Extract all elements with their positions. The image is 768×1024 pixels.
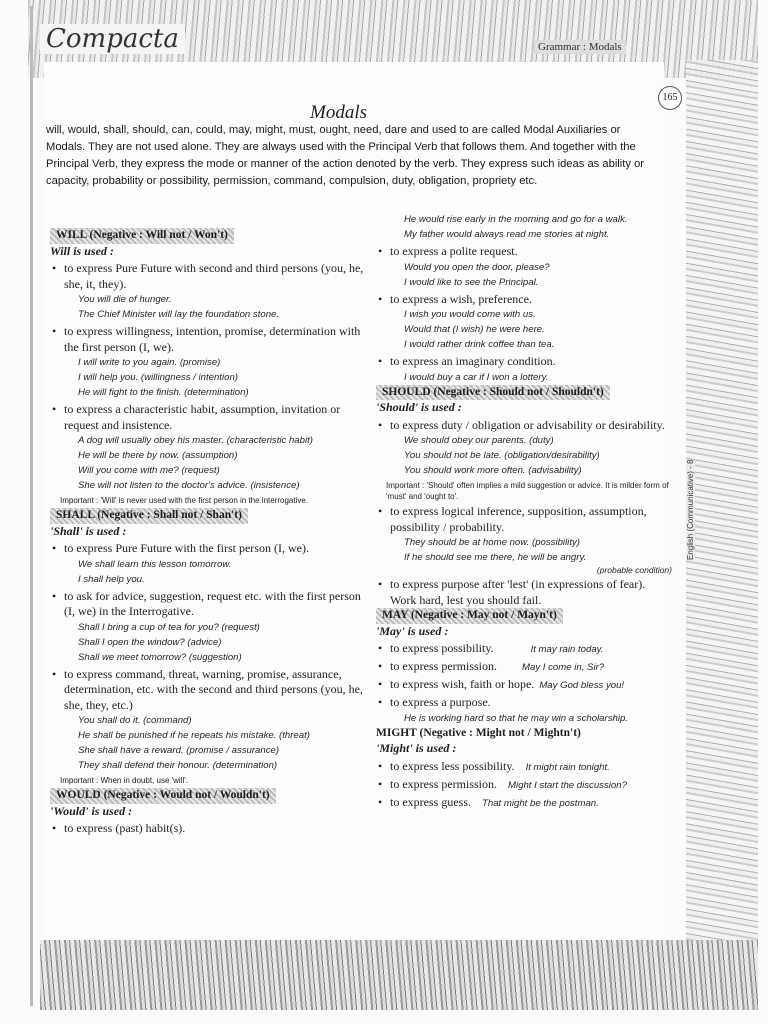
will-example-3: I will write to you again. (promise) <box>78 357 221 368</box>
page-number: 165 <box>658 86 682 110</box>
would-example-3: Would you open the door, please? <box>404 261 550 273</box>
may-use-2-example: May I come in, Sir? <box>522 662 605 673</box>
would-heading: WOULD (Negative : Would not / Wouldn't) <box>50 788 276 804</box>
will-example-6: A dog will usually obey his master. (characteristic habit) <box>78 435 313 446</box>
would-use-1: • to express (past) habit(s). <box>50 821 368 837</box>
may-use-3-text: to express wish, faith or hope. <box>390 677 535 691</box>
might-heading: MIGHT (Negative : Might not / Mightn't) <box>376 726 581 739</box>
will-note: Important : 'Will' is never used with the first person in the interrogative. <box>60 496 309 505</box>
shall-example-2: I shall help you. <box>78 573 145 585</box>
shall-example-7: He shall be punished if he repeats his mistake. (threat) <box>78 730 310 741</box>
might-use-3 <box>376 795 672 811</box>
would-example-1: He would rise early in the morning and go for a walk. <box>404 214 628 225</box>
may-use-1 <box>376 641 672 657</box>
shall-use-1: • to express Pure Future with the first person (I, we). <box>50 541 368 557</box>
shall-note: Important : When in doubt, use 'will'. <box>60 776 189 785</box>
shall-use-3: • to express command, threat, warning, promise, assurance, determination, etc. with the second and third persons (you, he, she, they, etc.) <box>50 667 368 714</box>
should-example-3: You should work more often. (advisability) <box>404 465 582 476</box>
may-use-4: • to express a purpose. <box>376 695 672 711</box>
will-example-5: He will fight to the finish. (determination) <box>78 387 249 398</box>
might-use-2-text: to express permission. <box>390 776 497 791</box>
may-example-4: He is working hard so that he may win a scholarship. <box>404 712 628 724</box>
might-use-1 <box>376 759 672 775</box>
should-note: Important : 'Should' often implies a mild suggestion or advice. It is milder form of 'must' and 'ought to'. <box>386 481 669 501</box>
shall-example-1: We shall learn this lesson tomorrow. <box>78 558 232 570</box>
should-example-5: If he should see me there, he will be angry. <box>404 552 587 563</box>
will-example-1: You will die of hunger. <box>78 294 172 305</box>
section-tag: Grammar : Modals <box>534 40 626 54</box>
would-used-label: 'Would' is used : <box>50 803 133 818</box>
left-column <box>50 228 368 837</box>
shall-heading: SHALL (Negative : Shall not / Shan't) <box>50 508 248 524</box>
would-example-5: I wish you would come with us. <box>404 309 536 320</box>
would-example-4: I would like to see the Principal. <box>404 276 539 288</box>
would-example-2: My father would always read me stories at night. <box>404 229 610 240</box>
will-use-2: • to express willingness, intention, promise, determination with the first person (I, we). <box>50 324 368 355</box>
may-heading: MAY (Negative : May not / Mayn't) <box>376 608 563 624</box>
publisher-logo: Compacta <box>40 24 185 54</box>
may-use-1-text: to express possibility. <box>390 641 494 655</box>
might-use-1-text: to express less possibility. <box>390 758 515 773</box>
may-used-label: 'May' is used : <box>376 623 449 638</box>
will-use-3: • to express a characteristic habit, assumption, invitation or request and insistence. <box>50 402 368 433</box>
might-use-1-example: It might rain tonight. <box>525 761 610 773</box>
might-use-3-text: to express guess. <box>390 794 471 809</box>
scan-noise-bottom <box>40 940 758 1010</box>
may-use-2 <box>376 659 672 675</box>
would-use-4: • to express an imaginary condition. <box>376 354 672 370</box>
should-use-1: • to express duty / obligation or advisability or desirability. <box>376 418 672 434</box>
would-example-7: I would rather drink coffee than tea. <box>404 339 555 350</box>
will-example-2: The Chief Minister will lay the foundation stone. <box>78 309 280 320</box>
should-example-1: We should obey our parents. (duty) <box>404 435 554 446</box>
will-example-9: She will not listen to the doctor's advice. (insistence) <box>78 480 300 491</box>
shall-example-6: You shall do it. (command) <box>78 715 192 726</box>
will-example-4: I will help you. (willingness / intention) <box>78 372 238 383</box>
may-use-3-example: May God bless you! <box>539 680 625 691</box>
will-used-label: Will is used : <box>50 243 114 258</box>
right-column <box>376 212 672 811</box>
shall-example-9: They shall defend their honour. (determination) <box>78 760 278 771</box>
page-edge <box>30 6 33 1006</box>
shall-example-4: Shall I open the window? (advice) <box>78 636 222 648</box>
will-heading: WILL (Negative : Will not / Won't) <box>50 228 234 244</box>
should-example-2: You should not be late. (obligation/desirability) <box>404 450 600 461</box>
should-example-5-tag: (probable condition) <box>596 565 672 575</box>
scan-noise-right <box>686 60 758 940</box>
will-use-1: • to express Pure Future with second and third persons (you, he, she, it, they). <box>50 261 368 292</box>
intro-paragraph: will, would, shall, should, can, could, may, might, must, ought, need, dare and used to are called Modal Auxiliaries or Modals. They are not used alone. They are always used with the Principal Verb that follows them. And together with the Principal Verb, they express the mode or manner of the action denoted by the verb. They express such ideas as ability or capacity, probability or possibility, permission, command, compulsion, duty, obligation, propriety etc. <box>46 124 645 187</box>
book-side-label: English (Communicative) - 8 <box>686 459 695 560</box>
shall-used-label: 'Shall' is used : <box>50 523 127 538</box>
should-heading: SHOULD (Negative : Should not / Shouldn't) <box>376 385 610 401</box>
shall-use-2: • to ask for advice, suggestion, request etc. with the first person (I, we) in the Interrogative. <box>50 589 368 620</box>
may-use-3 <box>376 677 672 693</box>
will-example-8: Will you come with me? (request) <box>78 465 220 476</box>
shall-example-8: She shall have a reward. (promise / assurance) <box>78 745 280 756</box>
should-use-2: • to express logical inference, supposition, assumption, possibility / probability. <box>376 504 672 535</box>
may-use-1-example: It may rain today. <box>530 644 604 655</box>
may-use-2-text: to express permission. <box>390 659 497 673</box>
would-use-3: • to express a wish, preference. <box>376 292 672 308</box>
page-title: Modals <box>310 102 367 123</box>
might-use-2-example: Might I start the discussion? <box>508 779 627 791</box>
might-use-3-example: That might be the postman. <box>482 797 599 809</box>
would-example-6: Would that (I wish) he were here. <box>404 324 545 335</box>
shall-example-3: Shall I bring a cup of tea for you? (request) <box>78 621 260 633</box>
shall-example-5: Shall we meet tomorrow? (suggestion) <box>78 651 242 663</box>
should-example-4: They should be at home now. (possibility) <box>404 537 580 548</box>
should-use-3: • to express purpose after 'lest' (in expressions of fear). Work hard, lest you should fail. <box>376 577 672 608</box>
should-used-label: 'Should' is used : <box>376 400 462 414</box>
would-example-8: I would buy a car if I won a lottery. <box>404 371 549 383</box>
would-use-2: • to express a polite request. <box>376 244 672 260</box>
will-example-7: He will be there by now. (assumption) <box>78 450 238 461</box>
might-use-2 <box>376 777 672 793</box>
might-used-label: 'Might' is used : <box>376 741 457 755</box>
